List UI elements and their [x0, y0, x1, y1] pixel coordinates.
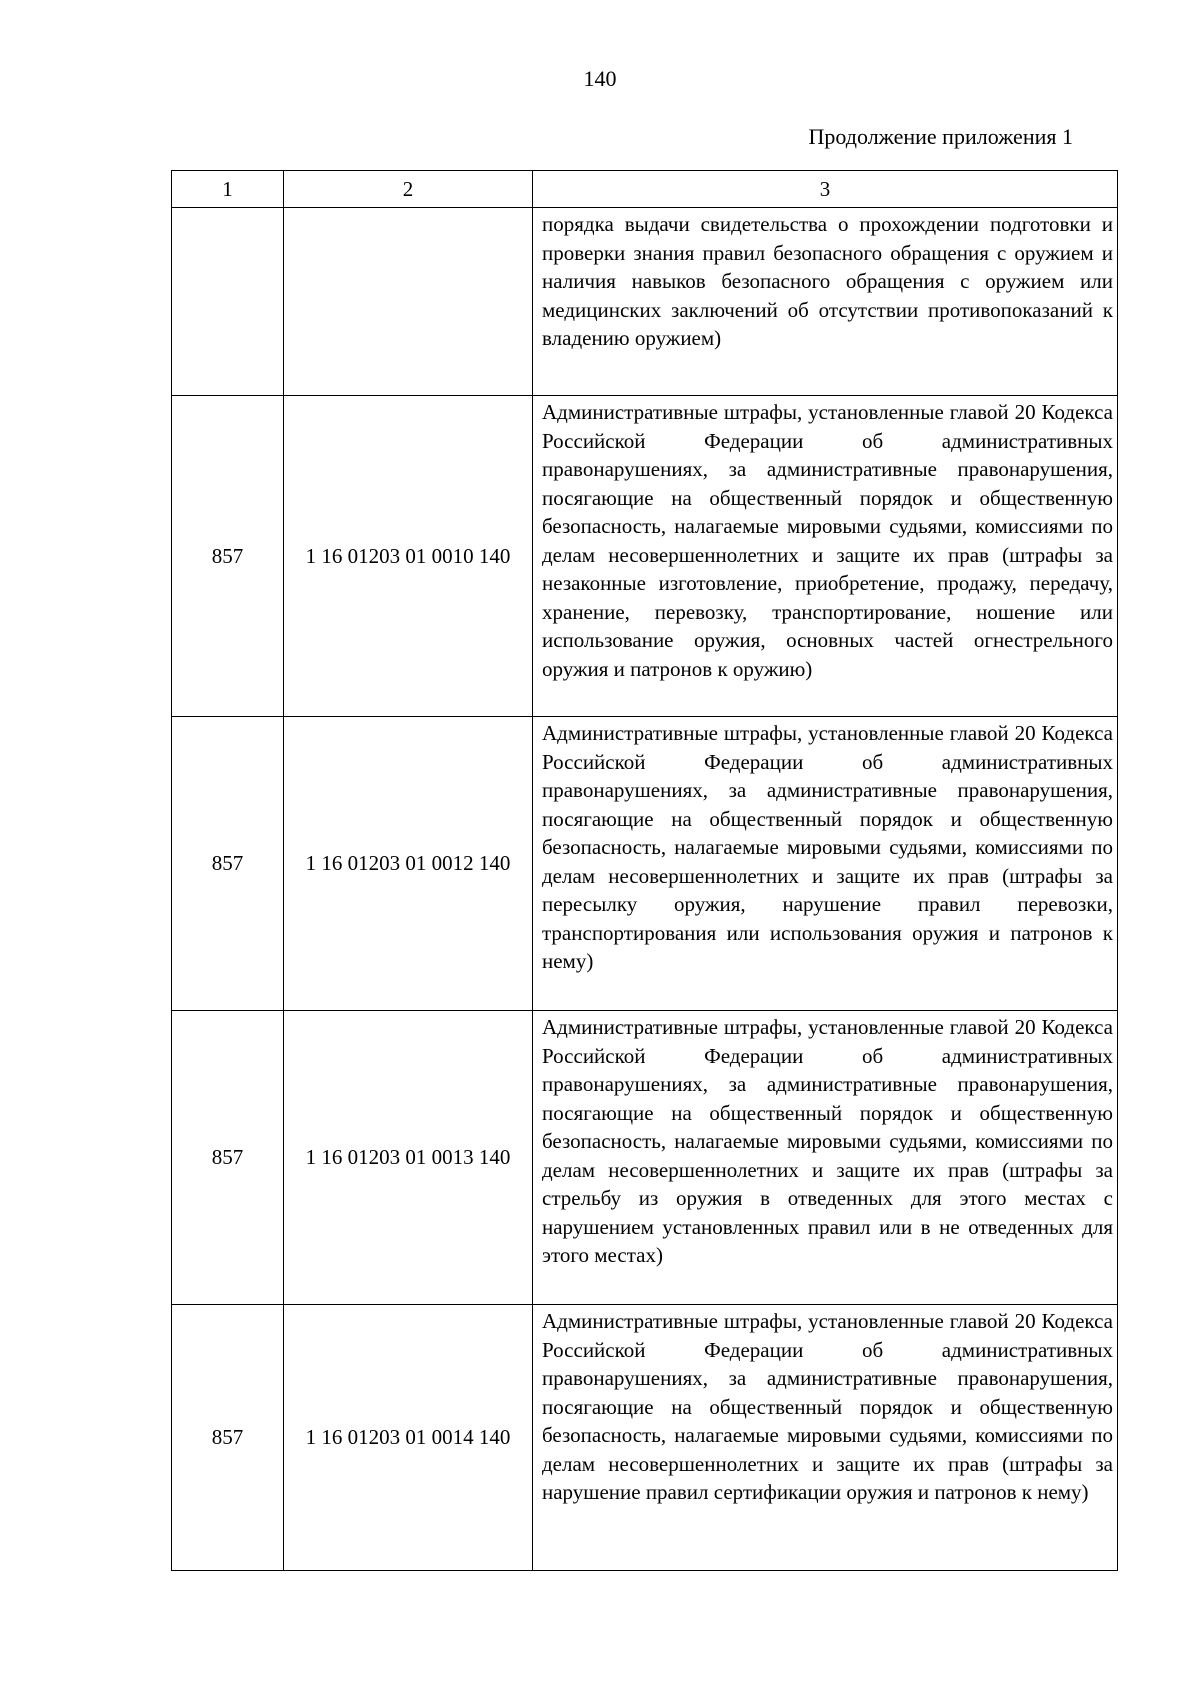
table-row [172, 396, 1118, 717]
description-cell: Административные штрафы, установленные главой 20 Кодекса Российской Федерации об административных правонарушениях, за административные правонарушения, посягающие на общественный порядок и общественную безопасность, налагаемые мировыми судьями, комиссиями по делам несовершеннолетних и защите их прав (штрафы за стрельбу из оружия в отведенных для этого местах с нарушением установленных правил или в не отведенных для этого местах) [533, 1011, 1118, 1305]
revenue-codes-table [171, 170, 1118, 1571]
description-cell: Административные штрафы, установленные главой 20 Кодекса Российской Федерации об административных правонарушениях, за административные правонарушения, посягающие на общественный порядок и общественную безопасность, налагаемые мировыми судьями, комиссиями по делам несовершеннолетних и защите их прав (штрафы за пересылку оружия, нарушение правил перевозки, транспортирования или использования оружия и патронов к нему) [533, 717, 1118, 1011]
continuation-label: Продолжение приложения 1 [808, 124, 1073, 149]
budget-code-cell: 1 16 01203 01 0014 140 [284, 1305, 533, 1571]
admin-code-cell: 857 [172, 717, 284, 1011]
table-row [172, 1011, 1118, 1305]
description-cell: порядка выдачи свидетельства о прохождении подготовки и проверки знания правил безопасного обращения с оружием и наличия навыков безопасного обращения с оружием или медицинских заключений об отсутствии противопоказаний к владению оружием) [533, 208, 1118, 396]
budget-code-cell: 1 16 01203 01 0013 140 [284, 1011, 533, 1305]
budget-code-cell: 1 16 01203 01 0010 140 [284, 396, 533, 717]
budget-code-cell: 1 16 01203 01 0012 140 [284, 717, 533, 1011]
column-header-2: 2 [284, 171, 533, 208]
admin-code-cell [172, 208, 284, 396]
table-header-row [172, 171, 1118, 208]
description-cell: Административные штрафы, установленные главой 20 Кодекса Российской Федерации об административных правонарушениях, за административные правонарушения, посягающие на общественный порядок и общественную безопасность, налагаемые мировыми судьями, комиссиями по делам несовершеннолетних и защите их прав (штрафы за нарушение правил сертификации оружия и патронов к нему) [533, 1305, 1118, 1571]
admin-code-cell: 857 [172, 396, 284, 717]
admin-code-cell: 857 [172, 1305, 284, 1571]
table-row [172, 1305, 1118, 1571]
admin-code-cell: 857 [172, 1011, 284, 1305]
page-number: 140 [583, 66, 617, 91]
budget-code-cell [284, 208, 533, 396]
description-cell: Административные штрафы, установленные главой 20 Кодекса Российской Федерации об административных правонарушениях, за административные правонарушения, посягающие на общественный порядок и общественную безопасность, налагаемые мировыми судьями, комиссиями по делам несовершеннолетних и защите их прав (штрафы за незаконные изготовление, приобретение, продажу, передачу, хранение, перевозку, транспортирование, ношение или использование оружия, основных частей огнестрельного оружия и патронов к оружию) [533, 396, 1118, 717]
table-row [172, 717, 1118, 1011]
table-row [172, 208, 1118, 396]
column-header-3: 3 [533, 171, 1118, 208]
column-header-1: 1 [172, 171, 284, 208]
